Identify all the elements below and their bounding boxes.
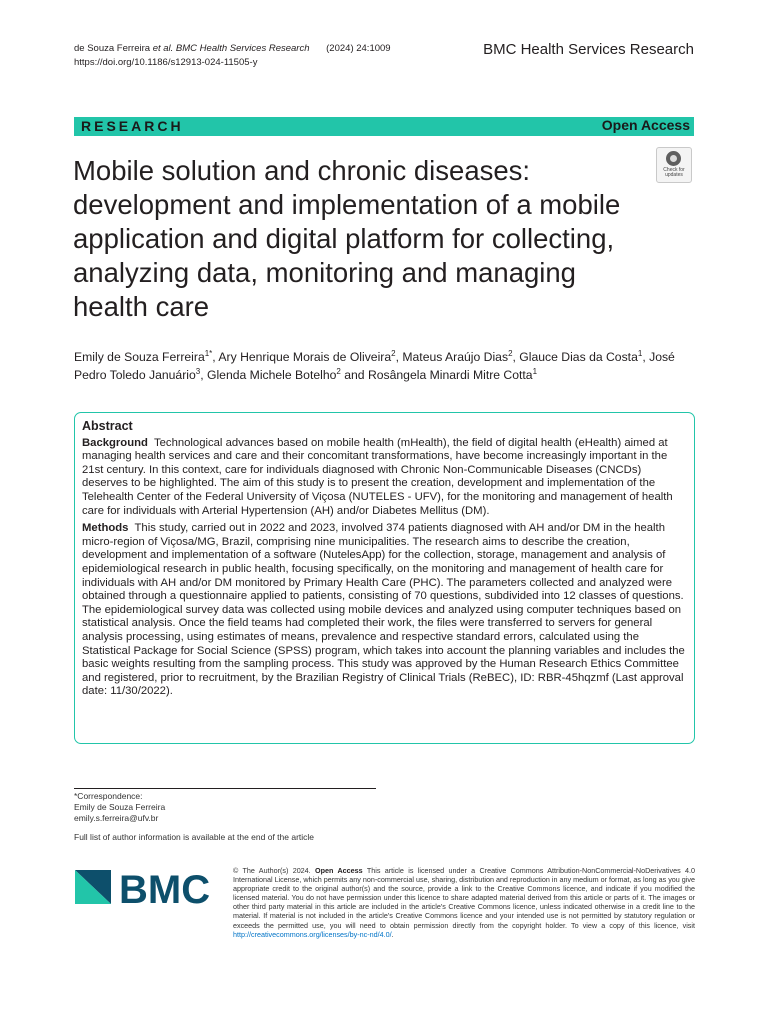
author-affiliation: 3 bbox=[195, 366, 201, 376]
title-line: development and implementation of a mobile bbox=[73, 189, 621, 220]
title-line: Mobile solution and chronic diseases: bbox=[73, 155, 531, 186]
license-suffix: . bbox=[391, 929, 394, 939]
abstract-heading: Abstract bbox=[82, 419, 133, 433]
correspondence-label: *Correspondence: bbox=[74, 791, 143, 801]
doi-link[interactable]: https://doi.org/10.1186/s12913-024-11505-y bbox=[74, 57, 258, 68]
check-for-updates-badge[interactable] bbox=[656, 147, 692, 183]
citation-journal: et al. BMC Health Services Research bbox=[152, 43, 310, 54]
author-name: Glauce Dias da Costa bbox=[519, 350, 638, 364]
abstract-content bbox=[82, 420, 686, 703]
license-statement bbox=[233, 866, 695, 939]
author-name: Rosângela Minardi Mitre Cotta bbox=[367, 368, 533, 382]
logo-text: BMC bbox=[119, 868, 211, 908]
author-list: Emily de Souza Ferreira$^{1*}$, Ary Henrique Morais de Oliveira$^2$, Mateus Araújo Dias$^2$, Glauce Dias da Costa$^1$, José Pedro Toledo Januário$^3$, Glenda Michele Botelho$^2$ and Rosângela Minardi Mitre Cotta$^1$ bbox=[74, 348, 675, 382]
citation-year-volume: (2024) 24:1009 bbox=[326, 43, 391, 54]
abstract-box bbox=[74, 412, 695, 744]
author-affiliation: 2 bbox=[508, 348, 513, 358]
background-text: Technological advances based on mobile health (mHealth), the field of digital health (eHealth) aimed at managing health services and care and their concomitant transformations, have become increasingly important in the 21st century. In this context, care for individuals diagnosed with Chronic Non-Communicable Diseases (CNCDs) deserves to be highlighted. The aim of this study is to present the creation, development and implementation of the Telehealth Center of the Federal University of Viçosa (NUTELES - UFV), for the monitoring and management of health care for individuals with Arterial Hypertension (AH) and/or Diabetes Mellitus (DM). bbox=[82, 436, 673, 517]
author-name: José Pedro Toledo Januário bbox=[74, 350, 675, 382]
citation-line bbox=[74, 42, 391, 56]
correspondence-name: Emily de Souza Ferreira bbox=[74, 802, 166, 812]
license-text: This article is licensed under a Creative Commons Attribution-NonCommercial-NoDerivatives 4.0 International License, which permits any non-commercial use, sharing, distribution and reproduction in any medium or format, as long as you give appropriate credit to the original author(s) and the source, provide a link to the Creative Commons licence, and indicate if you modified the licensed material. You do not have permission under this licence to share adapted material derived from this article or parts of it. The images or other third party material in this article are included in the article's Creative Commons licence, unless indicated otherwise in a credit line to the material. If material is not included in the article's Creative Commons licence and your intended use is not permitted by statutory regulation or exceeds the permitted use, you will need to obtain permission directly from the copyright holder. To view a copy of this licence, visit bbox=[233, 866, 695, 930]
running-header bbox=[74, 42, 391, 70]
author-affiliation: 1 bbox=[637, 348, 643, 358]
abstract-background bbox=[82, 437, 686, 519]
author-name: Glenda Michele Botelho bbox=[206, 368, 337, 382]
badge-line: Check for bbox=[663, 167, 685, 173]
background-label: Background bbox=[82, 436, 148, 449]
correspondence bbox=[74, 791, 165, 824]
badge-line: updates bbox=[665, 172, 683, 178]
methods-text: This study, carried out in 2022 and 2023, involved 374 patients diagnosed with AH and/or DM in the health micro-region of Viçosa/MG, Brazil, comprising nine municipalities. The research aims to describe the creation, development and implementation of a software (NutelesApp) for the collection, storage, management and analysis of epidemiological research in public health, focusing specifically, on the monitoring and management of health care for individuals with AH and/or DM monitored by Primary Health Care (PHC). The parameters collected and analyzed were obtained through a questionnaire applied to patients, consisting of 70 questions, subdivided into 12 classes of questions. The epidemiological survey data was collected using mobile devices and analyzed using computer techniques based on statistical analysis. Once the field teams had completed their work, the files were transferred to servers for general analysis processing, using estimates of means, prevalence and respective standard errors, calculated using the Statistical Package for Social Science (SPSS) program, which takes into account the planning variables and includes the basic weights resulting from the sampling process. This study was approved by the Human Research Ethics Committee and registered, prior to recruitment, by the Brazilian Registry of Clinical Trials (ReBEC), ID: RBR-45hqzmf (Last approval date: 11/30/2022). bbox=[82, 522, 685, 698]
title-line: analyzing data, monitoring and managing bbox=[73, 257, 576, 288]
license-prefix: © The Author(s) 2024. bbox=[233, 866, 311, 875]
article-title bbox=[73, 154, 653, 324]
abstract-methods bbox=[82, 522, 686, 699]
license-open-access: Open Access bbox=[315, 866, 363, 875]
title-line: health care bbox=[73, 291, 210, 322]
author-name: Emily de Souza Ferreira bbox=[74, 350, 205, 364]
footnote-divider bbox=[74, 788, 376, 789]
citation-authors: de Souza Ferreira bbox=[74, 43, 151, 54]
author-name: Ary Henrique Morais de Oliveira bbox=[218, 350, 392, 364]
author-affiliation: 2 bbox=[391, 348, 396, 358]
bmc-logo bbox=[75, 864, 215, 908]
check-for-updates-text bbox=[657, 168, 691, 178]
license-link[interactable]: http://creativecommons.org/licenses/by-nc-nd/4.0/ bbox=[233, 929, 392, 939]
author-affiliation: 1* bbox=[204, 348, 213, 358]
author-info-note: Full list of author information is available at the end of the article bbox=[74, 832, 315, 842]
title-line: application and digital platform for collecting, bbox=[73, 223, 615, 254]
check-for-updates-icon bbox=[666, 151, 681, 166]
journal-name: BMC Health Services Research bbox=[483, 41, 694, 58]
correspondence-email[interactable]: emily.s.ferreira@ufv.br bbox=[74, 813, 159, 823]
author-name: Mateus Araújo Dias bbox=[402, 350, 509, 364]
open-access-label: Open Access bbox=[601, 117, 690, 133]
author-affiliation: 2 bbox=[336, 366, 341, 376]
methods-label: Methods bbox=[82, 522, 129, 535]
article-type-band bbox=[74, 117, 694, 136]
author-affiliation: 1 bbox=[532, 366, 538, 376]
article-type-label: RESEARCH bbox=[81, 118, 184, 134]
